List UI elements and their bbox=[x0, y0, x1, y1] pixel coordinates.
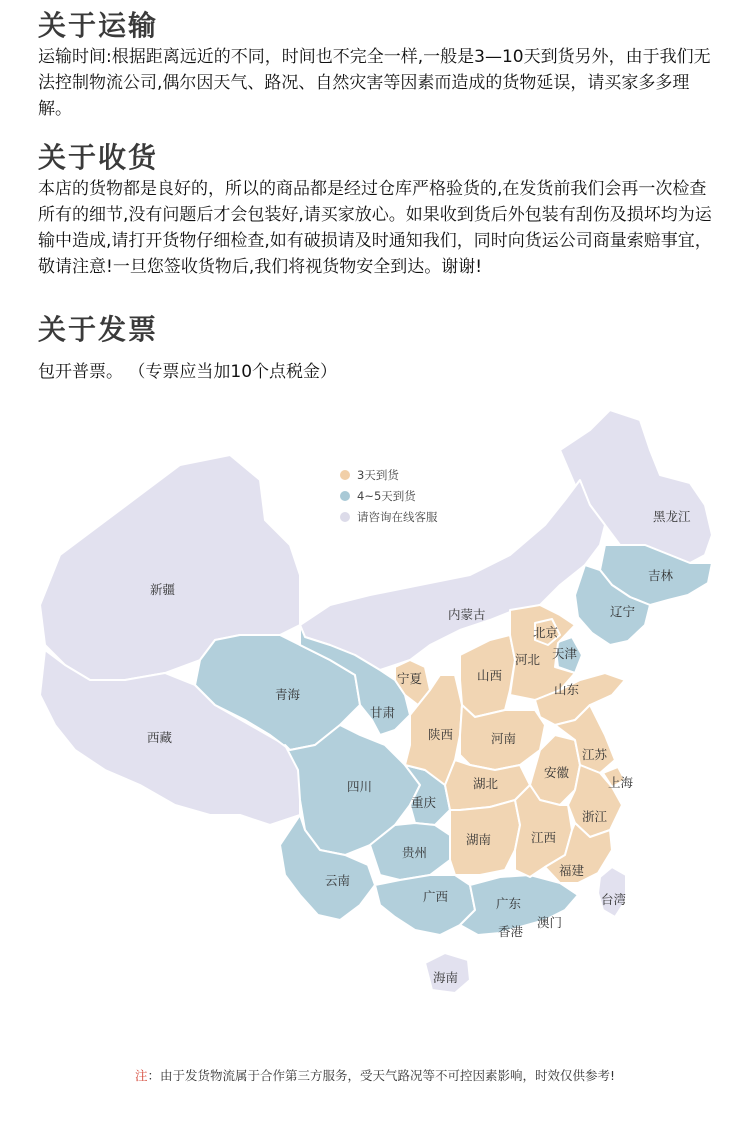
receiving-title: 关于收货 bbox=[38, 141, 159, 174]
receiving-text: 本店的货物都是良好的，所以的商品都是经过仓库严格验货的,在发货前我们会再一次检查所有的细节,没有问题后才会包装好,请买家放心。如果收到货后外包装有刮伤及损坏均为运输中造成,请打开货物仔细检查,如有破损请及时通知我们，同时向货运公司商量索赔事宜，敬请注意!一旦您签收货物后,我们将视货物安全到达。谢谢! bbox=[38, 179, 712, 277]
label-henan: 河南 bbox=[491, 731, 517, 746]
china-map bbox=[0, 405, 750, 1045]
label-neimenggu: 内蒙古 bbox=[448, 607, 486, 622]
shipping-title: 关于运输 bbox=[38, 9, 159, 42]
label-xizang: 西藏 bbox=[147, 730, 173, 745]
label-yunnan: 云南 bbox=[325, 873, 351, 888]
label-anhui: 安徽 bbox=[544, 765, 570, 780]
label-jilin: 吉林 bbox=[648, 568, 674, 583]
label-aomen: 澳门 bbox=[537, 915, 563, 930]
label-gansu: 甘肃 bbox=[370, 705, 396, 720]
label-hebei: 河北 bbox=[515, 652, 541, 667]
label-xianggang: 香港 bbox=[498, 924, 524, 939]
label-tianjin: 天津 bbox=[552, 646, 578, 661]
legend-label-45day: 4~5天到货 bbox=[357, 489, 416, 503]
map-legend bbox=[340, 468, 438, 524]
label-hubei: 湖北 bbox=[473, 776, 499, 791]
label-heilongjiang: 黑龙江 bbox=[653, 509, 691, 524]
delivery-time-map bbox=[0, 405, 750, 1045]
invoice-title: 关于发票 bbox=[38, 313, 159, 346]
label-ningxia: 宁夏 bbox=[397, 671, 423, 686]
label-shanxi: 山西 bbox=[477, 668, 503, 683]
label-guangxi: 广西 bbox=[423, 889, 449, 904]
footnote bbox=[0, 1066, 750, 1084]
label-chongqing: 重庆 bbox=[411, 795, 437, 810]
label-liaoning: 辽宁 bbox=[610, 604, 636, 619]
label-xinjiang: 新疆 bbox=[150, 582, 176, 597]
footnote-text: ：由于发货物流属于合作第三方服务，受天气路况等不可控因素影响，时效仅供参考! bbox=[147, 1068, 616, 1083]
label-shaanxi: 陕西 bbox=[428, 727, 454, 742]
label-sichuan: 四川 bbox=[347, 779, 373, 794]
legend-dot-3day bbox=[340, 470, 350, 480]
label-qinghai: 青海 bbox=[275, 687, 301, 702]
shipping-text: 运输时间:根据距离远近的不同，时间也不完全一样,一般是3—10天到货另外，由于我们无法控制物流公司,偶尔因天气、路况、自然灾害等因素而造成的货物延误，请买家多多理解。 bbox=[38, 47, 711, 119]
label-guizhou: 贵州 bbox=[402, 845, 428, 860]
legend-label-3day: 3天到货 bbox=[357, 468, 399, 482]
legend-dot-consult bbox=[340, 512, 350, 522]
label-hainan: 海南 bbox=[433, 970, 459, 985]
label-hunan: 湖南 bbox=[466, 832, 492, 847]
legend-label-consult: 请咨询在线客服 bbox=[357, 510, 438, 524]
label-zhejiang: 浙江 bbox=[582, 809, 608, 824]
label-taiwan: 台湾 bbox=[601, 892, 627, 907]
legend-dot-45day bbox=[340, 491, 350, 501]
footnote-mark: 注 bbox=[134, 1068, 148, 1083]
label-jiangsu: 江苏 bbox=[582, 747, 608, 762]
invoice-text: 包开普票。 （专票应当加10个点税金） bbox=[38, 362, 338, 382]
label-guangdong: 广东 bbox=[496, 896, 522, 911]
label-jiangxi: 江西 bbox=[531, 830, 557, 845]
label-shandong: 山东 bbox=[554, 682, 580, 697]
label-shanghai: 上海 bbox=[608, 775, 634, 790]
label-beijing: 北京 bbox=[533, 625, 559, 640]
label-fujian: 福建 bbox=[559, 863, 585, 878]
